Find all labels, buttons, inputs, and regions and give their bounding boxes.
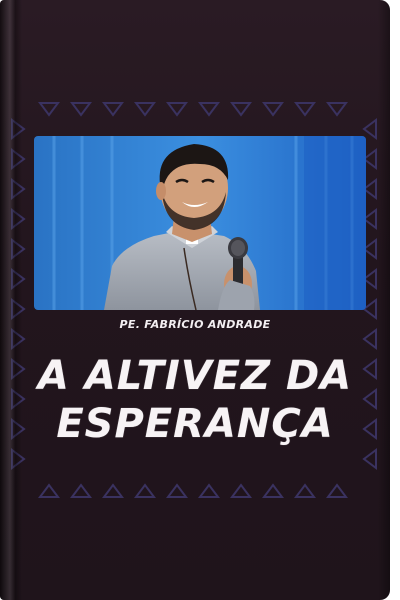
spine-shading — [0, 0, 22, 600]
author-photo — [34, 136, 366, 310]
edge-shading — [378, 0, 390, 600]
book-title — [0, 352, 390, 448]
author-name: PE. FABRÍCIO ANDRADE — [119, 318, 271, 331]
title-line-1: A ALTIVEZ DA — [37, 353, 353, 399]
title-line-2: ESPERANÇA — [56, 401, 334, 447]
